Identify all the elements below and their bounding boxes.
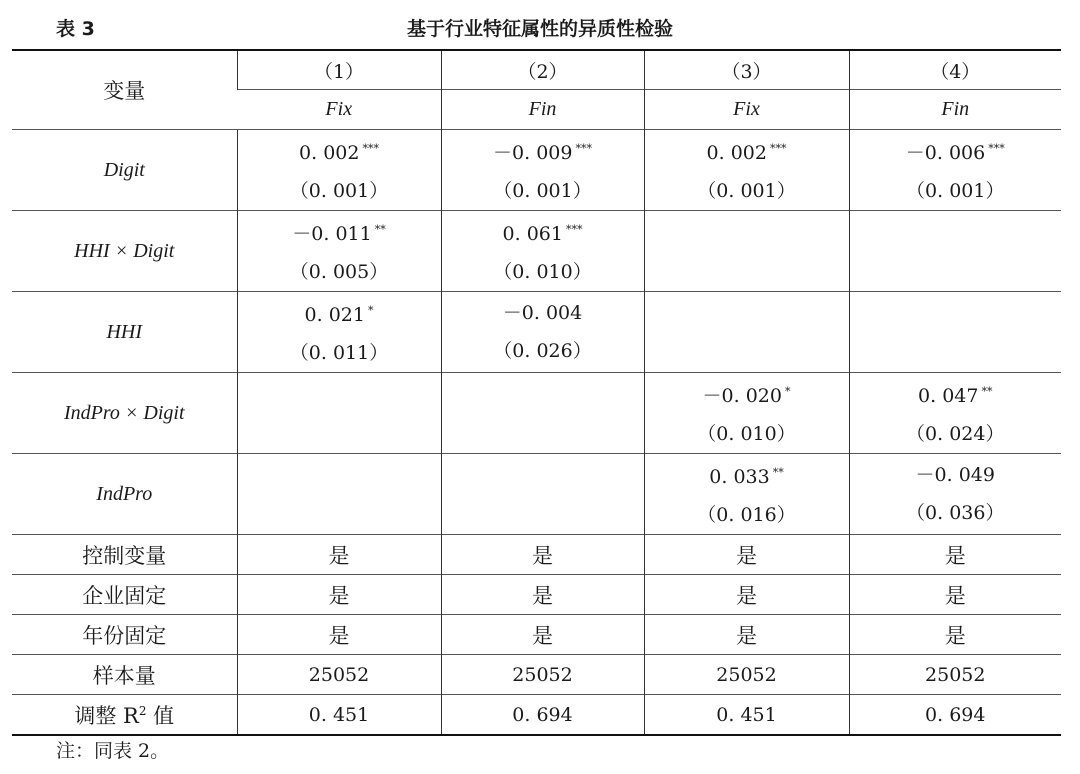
coefficient-cell (849, 130, 1061, 211)
coefficient-value (645, 454, 849, 496)
significance-stars: *** (565, 223, 583, 236)
coefficient-row (12, 292, 1061, 373)
control-label: 控制变量 (12, 535, 237, 575)
coefficient-value (850, 130, 1062, 172)
coefficient-cell (441, 292, 644, 373)
dependent-variable: Fin (849, 90, 1061, 130)
coefficient-value (850, 373, 1062, 415)
coefficient-number: －0. 006 (905, 142, 986, 164)
significance-stars: ** (772, 466, 784, 479)
coefficient-value (850, 456, 1062, 494)
control-label: 样本量 (12, 655, 237, 695)
header-row-numbers (12, 50, 1061, 90)
significance-stars: *** (362, 142, 379, 155)
col-number: （3） (644, 50, 849, 90)
coefficient-value (442, 130, 644, 172)
standard-error: （0. 001） (906, 180, 1005, 202)
standard-error: （0. 036） (906, 502, 1005, 524)
significance-stars: *** (769, 142, 787, 155)
coefficient-cell (849, 211, 1061, 292)
control-value: 是 (441, 615, 644, 655)
r2-row (12, 695, 1061, 736)
control-value: 25052 (237, 655, 441, 695)
coefficient-number: 0. 033 (709, 466, 770, 488)
r2-label-text: 调整 R (74, 703, 139, 728)
control-value: 是 (644, 535, 849, 575)
coefficient-row (12, 130, 1061, 211)
r2-label-superscript: 2 (138, 703, 147, 718)
coefficient-value (238, 130, 441, 172)
results-table (12, 49, 1061, 736)
coefficient-cell (441, 130, 644, 211)
coefficient-cell (237, 292, 441, 373)
r2-value: 0. 451 (644, 695, 849, 736)
coefficient-number: 0. 061 (502, 223, 563, 245)
dependent-variable: Fix (644, 90, 849, 130)
control-value: 25052 (849, 655, 1061, 695)
coefficient-row (12, 373, 1061, 454)
coefficient-value (238, 292, 441, 334)
coefficient-value (645, 130, 849, 172)
coefficient-cell (644, 130, 849, 211)
coefficient-cell (644, 292, 849, 373)
control-row (12, 575, 1061, 615)
control-label: 年份固定 (12, 615, 237, 655)
coefficient-value (238, 211, 441, 253)
coefficient-cell (237, 211, 441, 292)
coefficient-number: 0. 047 (918, 385, 979, 407)
table-title: 基于行业特征属性的异质性检验 (406, 18, 673, 40)
variable-label: IndPro (12, 454, 237, 535)
coefficient-number: －0. 020 (702, 385, 782, 407)
table-caption (0, 10, 1080, 44)
variable-label: HHI × Digit (12, 211, 237, 292)
control-value: 是 (849, 615, 1061, 655)
standard-error: （0. 001） (493, 180, 592, 202)
coefficient-cell (237, 454, 441, 535)
control-row (12, 655, 1061, 695)
r2-value: 0. 694 (849, 695, 1061, 736)
control-value: 是 (441, 575, 644, 615)
variable-label: HHI (12, 292, 237, 373)
control-label: 企业固定 (12, 575, 237, 615)
significance-stars: ** (374, 223, 386, 236)
coefficient-row (12, 454, 1061, 535)
significance-stars: * (784, 385, 791, 398)
standard-error: （0. 001） (289, 180, 389, 202)
coefficient-number: －0. 009 (493, 142, 573, 164)
r2-label (12, 695, 237, 736)
control-value: 是 (644, 615, 849, 655)
coefficient-value (645, 373, 849, 415)
significance-stars: * (367, 304, 374, 317)
control-value: 25052 (644, 655, 849, 695)
coefficient-number: 0. 002 (299, 142, 360, 164)
col-number: （2） (441, 50, 644, 90)
control-value: 是 (441, 535, 644, 575)
coefficient-cell (644, 211, 849, 292)
coefficient-cell (644, 454, 849, 535)
standard-error: （0. 011） (289, 342, 389, 364)
standard-error: （0. 026） (493, 340, 592, 362)
standard-error: （0. 001） (697, 180, 796, 202)
coefficient-cell (849, 292, 1061, 373)
standard-error: （0. 010） (697, 423, 796, 445)
r2-value: 0. 694 (441, 695, 644, 736)
coefficient-cell (849, 454, 1061, 535)
col-number: （1） (237, 50, 441, 90)
table-note: 注：同表 2。 (56, 740, 170, 762)
coefficient-number: －0. 049 (915, 464, 995, 486)
dependent-variable: Fix (237, 90, 441, 130)
table-label: 表 3 (56, 18, 95, 40)
control-row (12, 615, 1061, 655)
control-value: 25052 (441, 655, 644, 695)
coefficient-cell (441, 373, 644, 454)
control-value: 是 (849, 535, 1061, 575)
coefficient-cell (441, 211, 644, 292)
standard-error: （0. 010） (493, 261, 592, 283)
significance-stars: *** (575, 142, 592, 155)
coefficient-row (12, 211, 1061, 292)
control-value: 是 (644, 575, 849, 615)
standard-error: （0. 016） (697, 504, 796, 526)
control-row (12, 535, 1061, 575)
variable-label: IndPro × Digit (12, 373, 237, 454)
dependent-variable: Fin (441, 90, 644, 130)
variable-label: Digit (12, 130, 237, 211)
coefficient-value (442, 211, 644, 253)
standard-error: （0. 024） (906, 423, 1005, 445)
control-value: 是 (237, 535, 441, 575)
control-value: 是 (237, 575, 441, 615)
standard-error: （0. 005） (289, 261, 389, 283)
variable-header: 变量 (12, 50, 237, 130)
control-value: 是 (237, 615, 441, 655)
coefficient-cell (237, 130, 441, 211)
r2-value: 0. 451 (237, 695, 441, 736)
coefficient-cell (644, 373, 849, 454)
coefficient-number: 0. 002 (706, 142, 767, 164)
r2-label-suffix: 值 (146, 703, 175, 728)
coefficient-cell (849, 373, 1061, 454)
coefficient-number: 0. 021 (304, 304, 365, 326)
col-number: （4） (849, 50, 1061, 90)
coefficient-cell (441, 454, 644, 535)
coefficient-number: －0. 004 (502, 302, 583, 324)
control-value: 是 (849, 575, 1061, 615)
significance-stars: *** (988, 142, 1005, 155)
coefficient-value (442, 294, 644, 332)
coefficient-number: －0. 011 (292, 223, 372, 245)
significance-stars: ** (981, 385, 993, 398)
coefficient-cell (237, 373, 441, 454)
